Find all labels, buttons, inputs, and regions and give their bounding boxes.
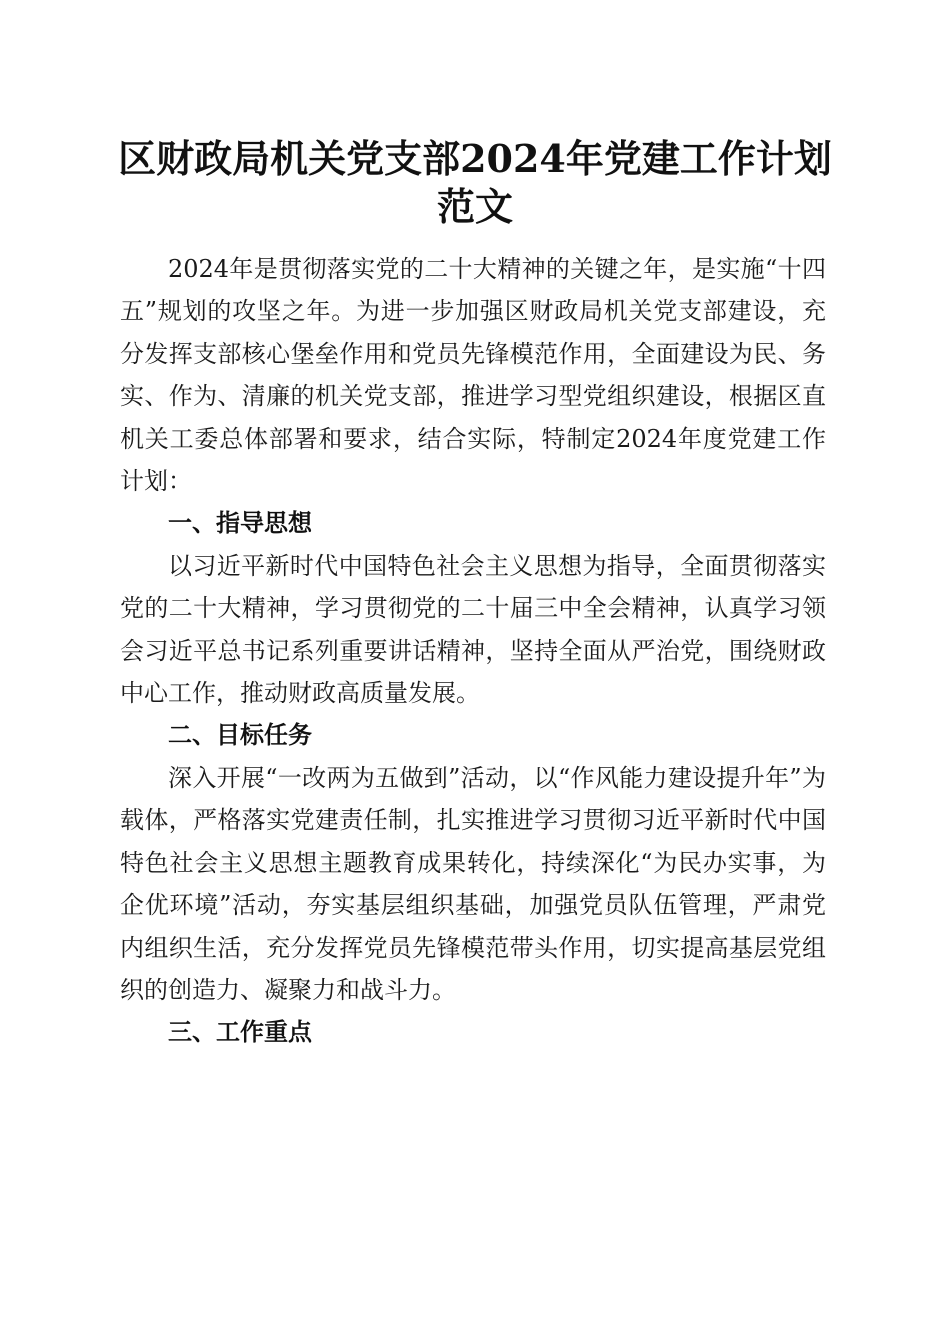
section-paragraph-goals-tasks: 深入开展“一改两为五做到”活动，以“作风能力建设提升年”为载体，严格落实党建责任制，扎实推进学习贯彻习近平新时代中国特色社会主义思想主题教育成果转化，持续深化“为民办实事，为企优环境”活动，夯实基层组织基础，加强党员队伍管理，严肃党内组织生活，充分发挥党员先锋模范带头作用，切实提高基层党组织的创造力、凝聚力和战斗力。 <box>120 763 826 1004</box>
section-heading-goals-tasks: 二、目标任务 <box>168 721 312 750</box>
document-body <box>120 248 826 1054</box>
intro-paragraph: 2024年是贯彻落实党的二十大精神的关键之年，是实施“十四五”规划的攻坚之年。为进一步加强区财政局机关党支部建设，充分发挥支部核心堡垒作用和党员先锋模范作用，全面建设为民、务实、作为、清廉的机关党支部，推进学习型党组织建设，根据区直机关工委总体部署和要求，结合实际，特制定2024年度党建工作计划： <box>120 255 826 496</box>
section-heading-guiding-ideology: 一、指导思想 <box>168 509 312 538</box>
document-title: 区财政局机关党支部2024年党建工作计划范文 <box>118 136 832 229</box>
section-paragraph-guiding-ideology: 以习近平新时代中国特色社会主义思想为指导，全面贯彻落实党的二十大精神，学习贯彻党的二十届三中全会精神，认真学习领会习近平总书记系列重要讲话精神，坚持全面从严治党，围绕财政中心工作，推动财政高质量发展。 <box>120 551 826 708</box>
section-heading-work-focus: 三、工作重点 <box>168 1018 312 1047</box>
